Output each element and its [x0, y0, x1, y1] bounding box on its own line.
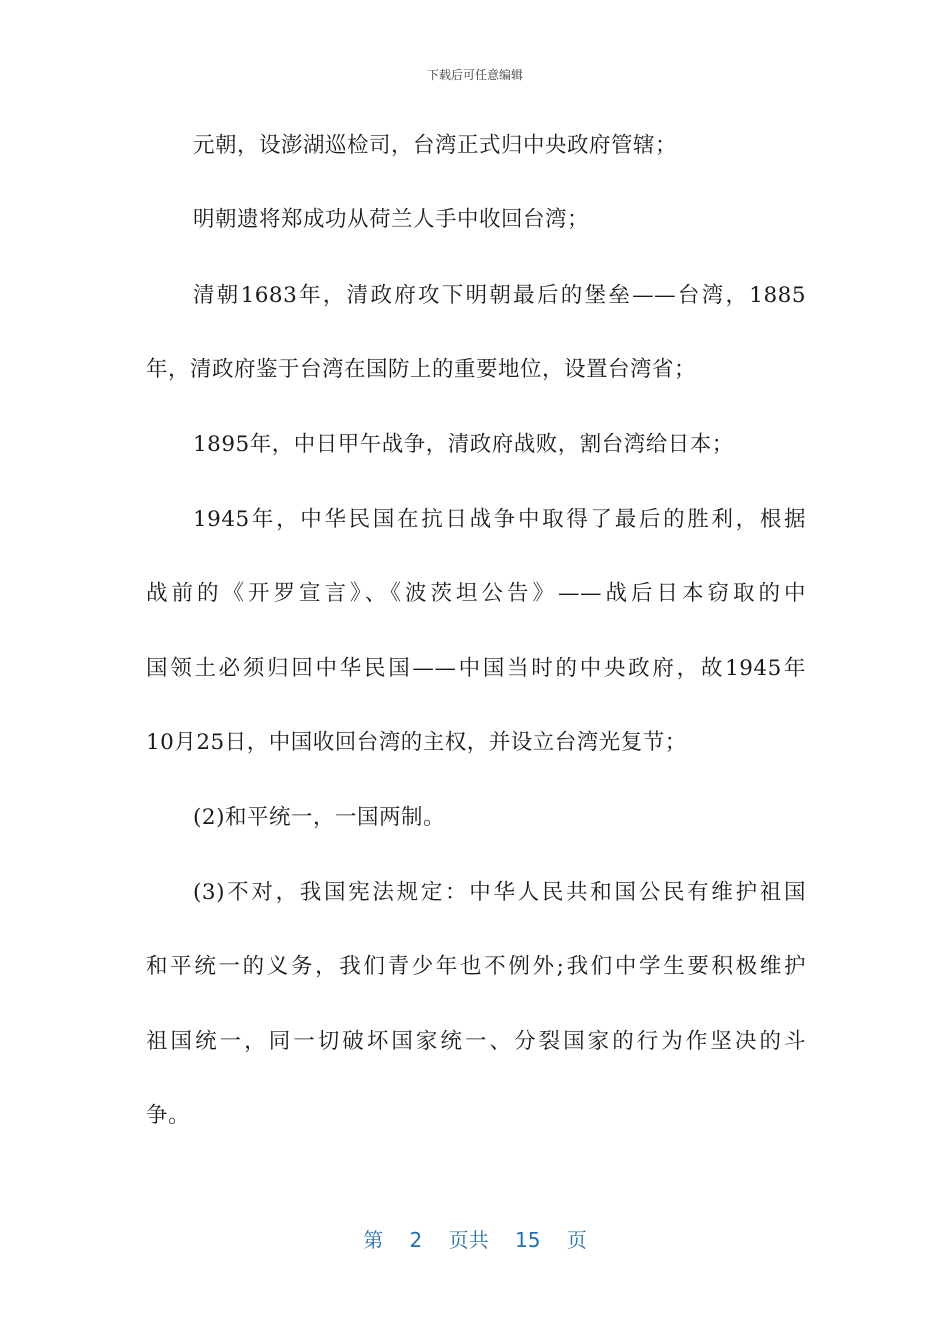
total-page-number: 15: [515, 1228, 541, 1252]
current-page-number: 2: [409, 1228, 423, 1252]
footer-middle: 页共: [448, 1228, 489, 1252]
text-line: 明朝遗将郑成功从荷兰人手中收回台湾；: [193, 207, 590, 232]
text-line: (2)和平统一，一国两制。: [193, 805, 445, 830]
text-line: (3)不对，我国宪法规定：中华人民共和国公民有维护祖国: [193, 880, 806, 905]
text-line: 战前的《开罗宣言》、《波茨坦公告》——战后日本窃取的中: [146, 581, 806, 606]
text-line: 祖国统一，同一切破坏国家统一、分裂国家的行为作坚决的斗: [146, 1029, 806, 1054]
text-line: 国领土必须归回中华民国——中国当时的中央政府，故1945年: [146, 656, 806, 681]
text-line: 1945年，中华民国在抗日战争中取得了最后的胜利，根据: [193, 507, 806, 532]
text-line: 争。: [146, 1103, 191, 1128]
text-line: 元朝，设澎湖巡检司，台湾正式归中央政府管辖；: [193, 133, 678, 158]
footer-prefix: 第: [363, 1228, 384, 1252]
footer-suffix: 页: [566, 1228, 587, 1252]
text-line: 年，清政府鉴于台湾在国防上的重要地位，设置台湾省；: [146, 357, 697, 382]
page-header: 下载后可任意编辑: [426, 68, 523, 82]
text-line: 清朝1683年，清政府攻下明朝最后的堡垒——台湾，1885: [193, 283, 806, 308]
text-line: 10月25日，中国收回台湾的主权，并设立台湾光复节；: [146, 730, 687, 755]
page-footer: [0, 1224, 950, 1253]
text-line: 和平统一的义务，我们青少年也不例外;我们中学生要积极维护: [146, 954, 806, 979]
text-line: 1895年，中日甲午战争，清政府战败，割台湾给日本；: [193, 432, 734, 457]
